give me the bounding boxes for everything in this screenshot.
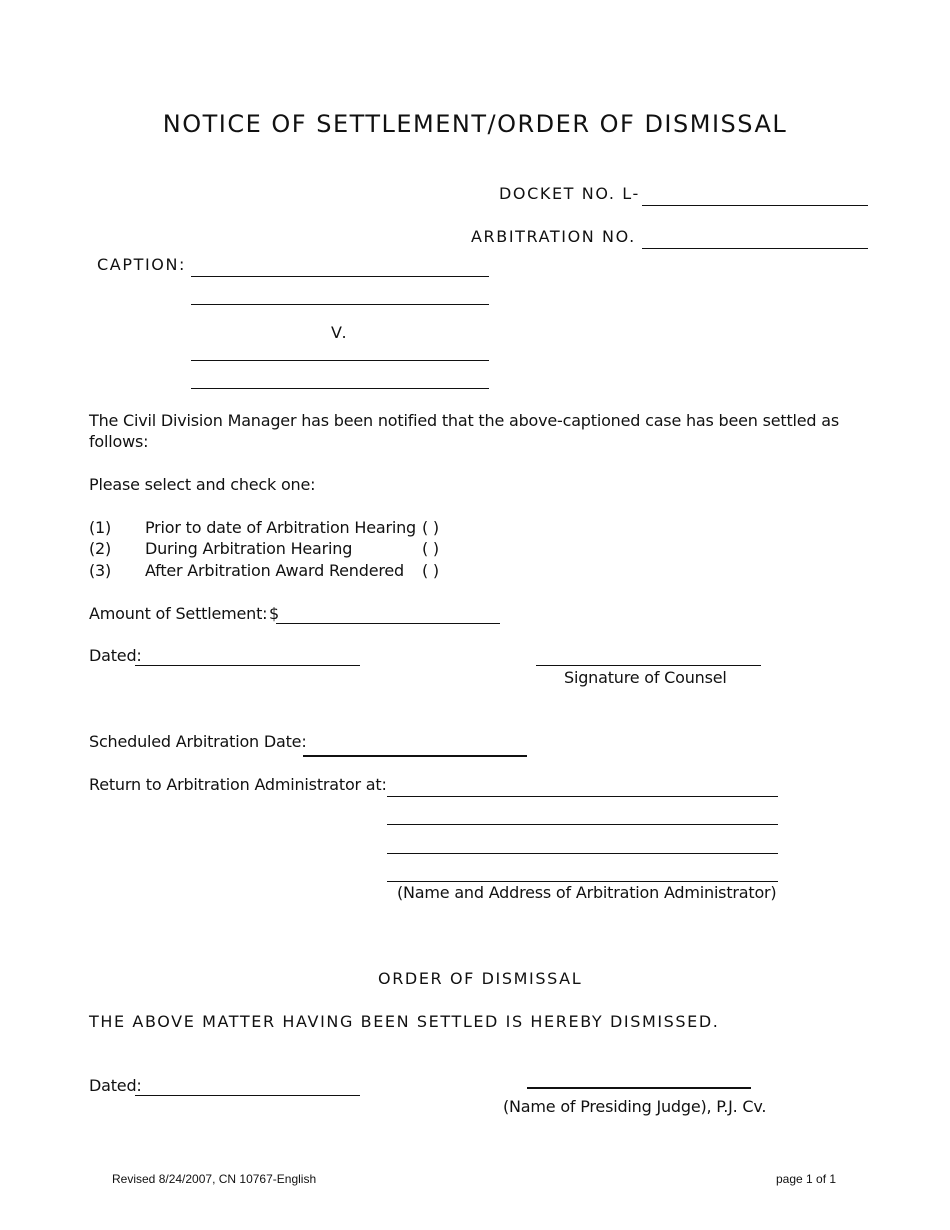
option-number: (3) <box>89 561 112 580</box>
caption-label: CAPTION: <box>97 255 187 274</box>
caption-plaintiff-line-1[interactable] <box>191 276 489 277</box>
amount-label: Amount of Settlement: <box>89 604 268 623</box>
return-label: Return to Arbitration Administrator at: <box>89 775 387 794</box>
amount-field[interactable] <box>276 623 500 624</box>
dated-field[interactable] <box>135 665 360 666</box>
option-checkbox[interactable]: ( ) <box>422 539 439 558</box>
scheduled-date-field[interactable] <box>303 755 527 757</box>
option-label: After Arbitration Award Rendered <box>145 561 404 580</box>
docket-label: DOCKET NO. L- <box>499 184 640 203</box>
admin-address-line-2[interactable] <box>387 824 778 825</box>
arbitration-number-field[interactable] <box>642 248 868 249</box>
select-instruction: Please select and check one: <box>89 475 316 494</box>
option-label: During Arbitration Hearing <box>145 539 353 558</box>
scheduled-date-label: Scheduled Arbitration Date: <box>89 732 307 751</box>
order-heading: ORDER OF DISMISSAL <box>378 969 583 988</box>
currency-symbol: $ <box>269 604 279 623</box>
dated-label: Dated: <box>89 646 142 665</box>
option-number: (2) <box>89 539 112 558</box>
arbitration-number-label: ARBITRATION NO. <box>471 227 636 246</box>
judge-label: (Name of Presiding Judge), P.J. Cv. <box>503 1097 767 1116</box>
option-label: Prior to date of Arbitration Hearing <box>145 518 416 537</box>
caption-plaintiff-line-2[interactable] <box>191 304 489 305</box>
admin-address-line-4[interactable] <box>387 881 778 882</box>
admin-address-line-1[interactable] <box>387 796 778 797</box>
caption-defendant-line-1[interactable] <box>191 360 489 361</box>
admin-name-label: (Name and Address of Arbitration Administrator) <box>397 883 777 902</box>
versus-label: V. <box>331 323 349 342</box>
order-dated-field[interactable] <box>135 1095 360 1096</box>
docket-number-field[interactable] <box>642 205 868 206</box>
notice-text-line-2: follows: <box>89 432 149 451</box>
option-number: (1) <box>89 518 112 537</box>
order-text: THE ABOVE MATTER HAVING BEEN SETTLED IS HEREBY DISMISSED. <box>89 1012 720 1031</box>
footer-revision: Revised 8/24/2007, CN 10767-English <box>112 1172 317 1186</box>
signature-field[interactable] <box>536 665 761 666</box>
page-title: NOTICE OF SETTLEMENT/ORDER OF DISMISSAL <box>162 110 788 138</box>
option-checkbox[interactable]: ( ) <box>422 561 439 580</box>
admin-address-line-3[interactable] <box>387 853 778 854</box>
order-dated-label: Dated: <box>89 1076 142 1095</box>
signature-label: Signature of Counsel <box>564 668 727 687</box>
caption-defendant-line-2[interactable] <box>191 388 489 389</box>
option-checkbox[interactable]: ( ) <box>422 518 439 537</box>
judge-signature-field[interactable] <box>527 1087 751 1089</box>
footer-page-number: page 1 of 1 <box>776 1172 837 1186</box>
notice-text-line-1: The Civil Division Manager has been notified that the above-captioned case has been settled as <box>89 411 840 430</box>
